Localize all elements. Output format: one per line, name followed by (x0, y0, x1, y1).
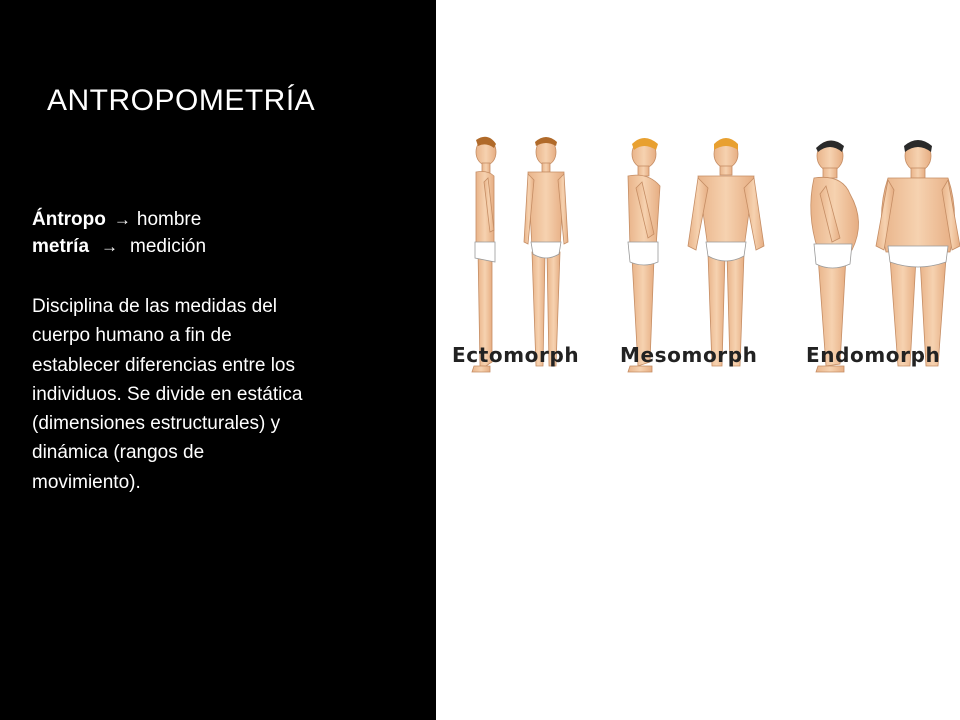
definition-line: establecer diferencias entre los (32, 354, 295, 376)
right-arrow-icon: → (101, 237, 119, 256)
etymology-term: Ántropo (32, 209, 106, 230)
etymology-term: metría (32, 236, 90, 257)
endomorph-side-underwear (814, 244, 852, 268)
ectomorph-front-underwear (531, 242, 561, 258)
somatotype-illustration (448, 130, 960, 382)
definition-line: Disciplina de las medidas del (32, 296, 278, 317)
image-panel (436, 0, 960, 720)
definition-line: (dimensiones estructurales) y (32, 413, 281, 435)
definition-line: cuerpo humano a fin de (32, 325, 232, 347)
definition-text (32, 292, 392, 497)
endomorph-front-underwear (888, 246, 948, 267)
etymology-row (32, 233, 206, 260)
etymology-meaning: medición (130, 236, 207, 257)
mesomorph-front-underwear (706, 242, 746, 261)
etymology (32, 206, 206, 260)
etymology-meaning: hombre (136, 209, 202, 230)
endomorph-label: Endomorph (806, 343, 941, 367)
etymology-row (32, 206, 206, 233)
definition-line: individuos. Se divide en estática (32, 383, 303, 405)
definition-line: dinámica (rangos de (32, 442, 205, 464)
mesomorph-side-underwear (628, 242, 658, 265)
mesomorph-label: Mesomorph (620, 343, 758, 367)
text-panel (0, 0, 436, 720)
ectomorph-label: Ectomorph (452, 343, 580, 367)
definition-line: movimiento). (32, 471, 141, 493)
right-arrow-icon: → (113, 210, 131, 229)
ectomorph-side-underwear (475, 242, 495, 262)
slide-title: ANTROPOMETRÍA (47, 84, 316, 117)
